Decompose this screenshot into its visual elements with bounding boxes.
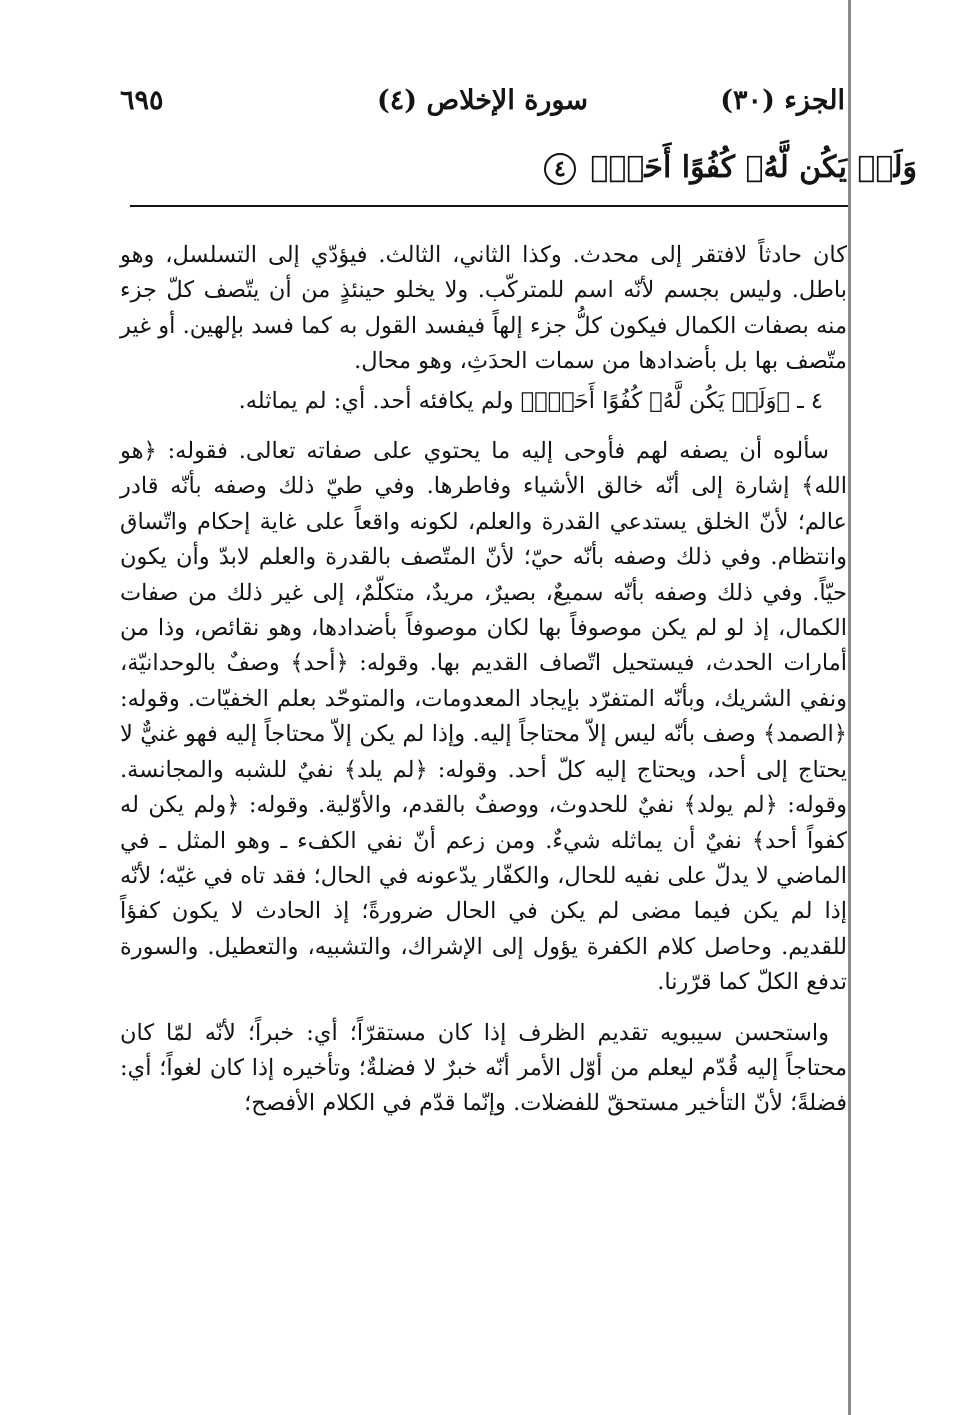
verse-number-marker: ٤	[544, 153, 576, 185]
paragraph-continuation: كان حادثاً لافتقر إلى محدث. وكذا الثاني، الثالث. فيؤدّي إلى التسلسل، وهو باطل. وليس بجسم لأنّه اسم للمتركّب. ولا يخلو حينئذٍ من أن يتّصف كلّ جزء منه بصفات الكمال فيكون كلُّ جزء إلهاً فيفسد القول به كما فسد بإلهين. أو غير متّصف بها بل بأضدادها من سمات الحدَثِ، وهو محال.	[120, 242, 847, 375]
verse-text: وَلَمۡ يَكُن لَّهُۥ كُفُوًا أَحَدُۢ	[590, 150, 917, 185]
surah-title: سورة الإخلاص (٤)	[377, 85, 588, 116]
page-binding-edge	[848, 0, 851, 1415]
verse-heading	[107, 150, 947, 200]
header-rule	[130, 205, 848, 207]
verse-gloss: ٤ ـ ﴿وَلَمۡ يَكُن لَّهُۥ كُفُوًا أَحَدُۢ﴾ ولم يكافئه أحد. أي: لم يماثله.	[238, 387, 823, 414]
page-number: ٦٩٥	[120, 85, 164, 116]
running-header	[120, 85, 845, 129]
commentary-body	[120, 238, 847, 1122]
juz-label: الجزء (٣٠)	[720, 85, 845, 116]
paragraph-main: سألوه أن يصفه لهم فأوحى إليه ما يحتوي على صفاته تعالى. فقوله: ﴿هو الله﴾ إشارة إلى أنّه خالق الأشياء وفاطرها. وفي طيّ ذلك وصفه بأنّه قادر عالم؛ لأنّ الخلق يستدعي القدرة والعلم، لكونه واقعاً على غاية إحكام واتّساق وانتظام. وفي ذلك وصفه بأنّه حيّ؛ لأنّ المتّصف بالقدرة والعلم لابدّ وأن يكون حيّاً. وفي ذلك وصفه بأنّه سميعٌ، بصيرٌ، مريدٌ، متكلّمٌ، إلى غير ذلك من صفات الكمال، إذ لو لم يكن موصوفاً بها لكان موصوفاً بأضدادها، وهو نقائص، وذا من أمارات الحدث، فيستحيل اتّصاف القديم بها. وقوله: ﴿أحد﴾ وصفٌ بالوحدانيّة، ونفي الشريك، وبأنّه المتفرّد بإيجاد المعدومات، والمتوحّد بعلم الخفيّات. وقوله: ﴿الصمد﴾ وصف بأنّه ليس إلاّ محتاجاً إليه. وإذا لم يكن إلاّ محتاجاً إليه فهو غنيٌّ لا يحتاج إلى أحد، ويحتاج إليه كلّ أحد. وقوله: ﴿لم يلد﴾ نفيٌ للشبه والمجانسة. وقوله: ﴿لم يولد﴾ نفيٌ للحدوث، ووصفٌ بالقدم، والأوّلية. وقوله: ﴿ولم يكن له كفواً أحد﴾ نفيٌ أن يماثله شيءٌ. ومن زعم أنّ نفي الكفء ـ وهو المثل ـ في الماضي لا يدلّ على نفيه للحال، والكفّار يدّعونه في الحال؛ فقد تاه في غيّه؛ لأنّه إذا لم يكن فيما مضى لم يكن في الحال ضرورةً؛ إذ الحادث لا يكون كفؤاً للقديم. وحاصل كلام الكفرة يؤول إلى الإشراك، والتشبيه، والتعطيل. والسورة تدفع الكلّ كما قرّرنا.	[120, 438, 847, 996]
paragraph-sibawayh: واستحسن سيبويه تقديم الظرف إذا كان مستقرّاً؛ أي: خبراً؛ لأنّه لمّا كان محتاجاً إليه قُدّم ليعلم من أوّل الأمر أنّه خبرٌ لا فضلةٌ؛ وتأخيره إذا كان لغواً؛ أي: فضلةً؛ لأنّ التأخير مستحقّ للفضلات. وإنّما قدّم في الكلام الأفصح؛	[120, 1019, 847, 1117]
